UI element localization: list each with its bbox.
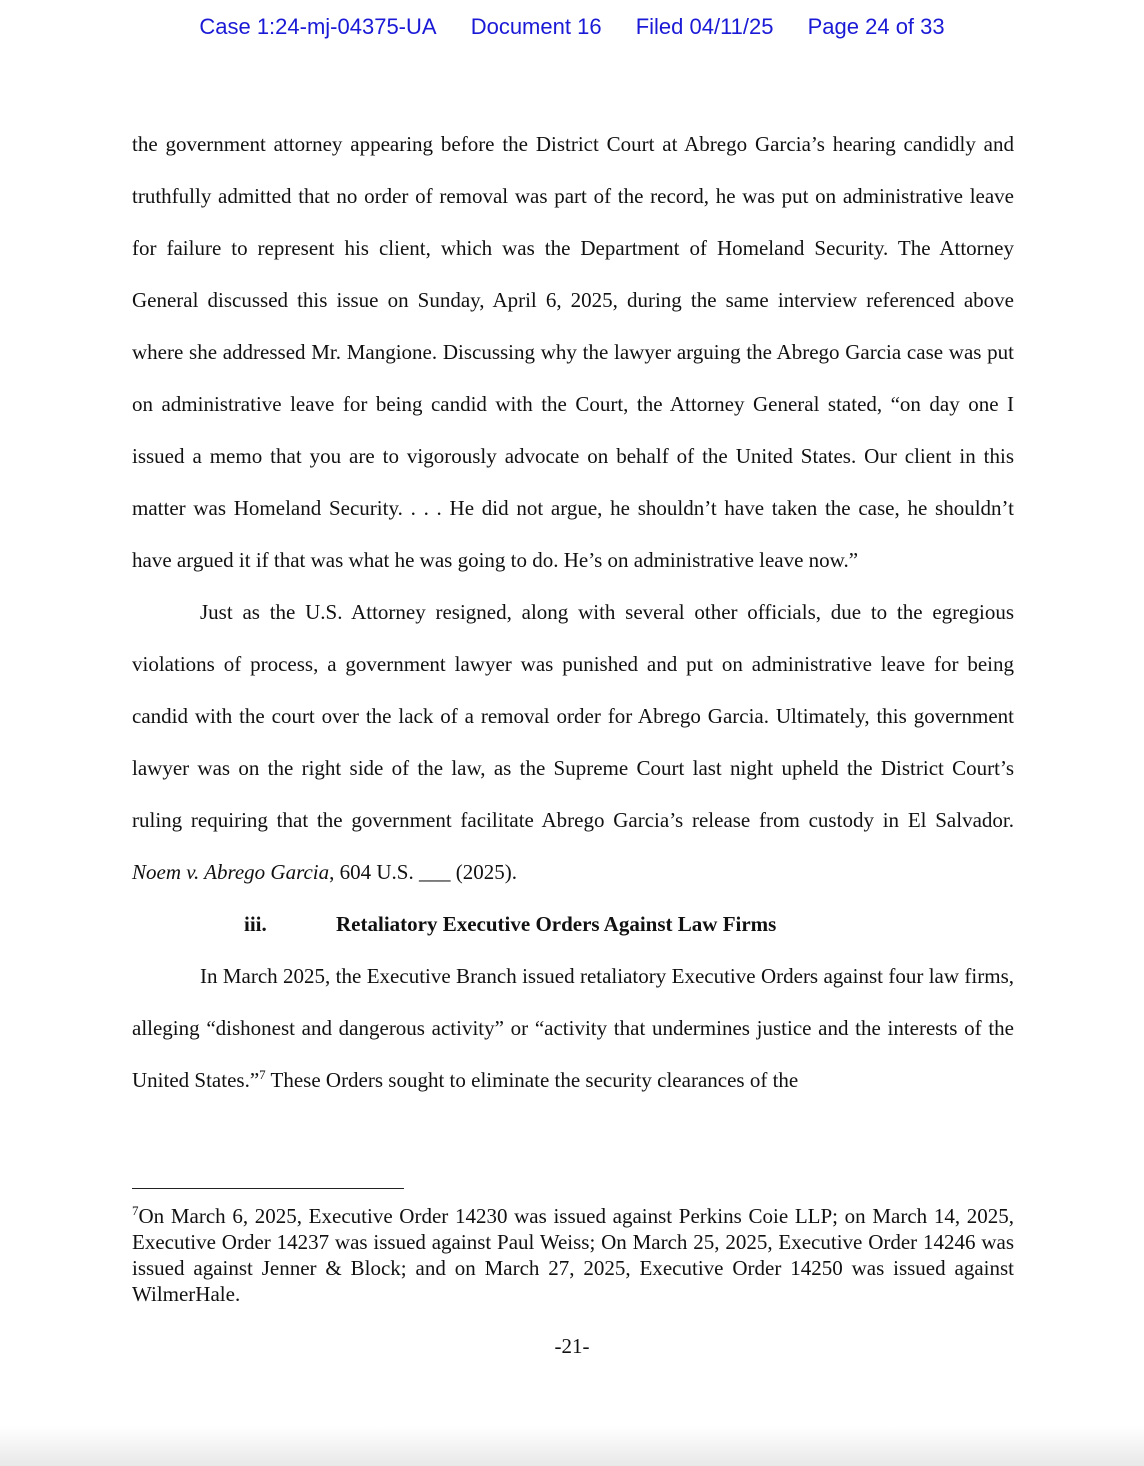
- body-text: [132, 118, 1014, 1106]
- document-number: Document 16: [470, 14, 602, 39]
- paragraph-text: In March 2025, the Executive Branch issued retaliatory Executive Orders against four law firms, alleging “dishonest and dangerous activity” or “activity that undermines justice and the interests of the United States.”: [132, 964, 1014, 1092]
- footnote-text: On March 6, 2025, Executive Order 14230 was issued against Perkins Coie LLP; on March 14, 2025, Executive Order 14237 was issued against Paul Weiss; On March 25, 2025, Executive Order 14246 was issued against Jenner & Block; and on March 27, 2025, Executive Order 14250 was issued against WilmerHale.: [132, 1204, 1014, 1306]
- footnote-marker: 7: [132, 1203, 139, 1218]
- paragraph-executive-orders: [132, 950, 1014, 1106]
- paragraph-text-continued: These Orders sought to eliminate the security clearances of the: [265, 1068, 799, 1092]
- viewer-bottom-shade: [0, 1426, 1144, 1466]
- footnote: [132, 1203, 1014, 1307]
- paragraph-continued: the government attorney appearing before the District Court at Abrego Garcia’s hearing candidly and truthfully admitted that no order of removal was part of the record, he was put on administrative leave for failure to represent his client, which was the Department of Homeland Security. The Attorney General discussed this issue on Sunday, April 6, 2025, during the same interview referenced above where she addressed Mr. Mangione. Discussing why the lawyer arguing the Abrego Garcia case was put on administrative leave for being candid with the Court, the Attorney General stated, “on day one I issued a memo that you are to vigorously advocate on behalf of the United States. Our client in this matter was Homeland Security. . . . He did not argue, he shouldn’t have taken the case, he shouldn’t have argued it if that was what he was going to do. He’s on administrative leave now.”: [132, 132, 1014, 572]
- paragraph-resignation: [132, 586, 1014, 898]
- filed-date: Filed 04/11/25: [635, 14, 774, 39]
- section-heading: [132, 898, 1014, 950]
- footnote-reference: 7: [259, 1067, 266, 1082]
- ecf-header: [0, 14, 1144, 40]
- footnote-divider: [132, 1188, 404, 1189]
- section-number: iii.: [244, 912, 267, 936]
- case-citation: Noem v. Abrego Garcia: [132, 860, 330, 884]
- page-number: -21-: [554, 1334, 590, 1358]
- citation-reporter: , 604 U.S. ___ (2025).: [329, 860, 517, 884]
- section-title: Retaliatory Executive Orders Against Law Firms: [336, 912, 777, 936]
- case-number: Case 1:24-mj-04375-UA: [199, 14, 437, 39]
- page-of-total: Page 24 of 33: [807, 14, 945, 39]
- paragraph-text: Just as the U.S. Attorney resigned, along with several other officials, due to the egregious violations of process, a government lawyer was punished and put on administrative leave for being candid with the court over the lack of a removal order for Abrego Garcia. Ultimately, this government lawyer was on the right side of the law, as the Supreme Court last night upheld the District Court’s ruling requiring that the government facilitate Abrego Garcia’s release from custody in El Salvador.: [132, 600, 1014, 832]
